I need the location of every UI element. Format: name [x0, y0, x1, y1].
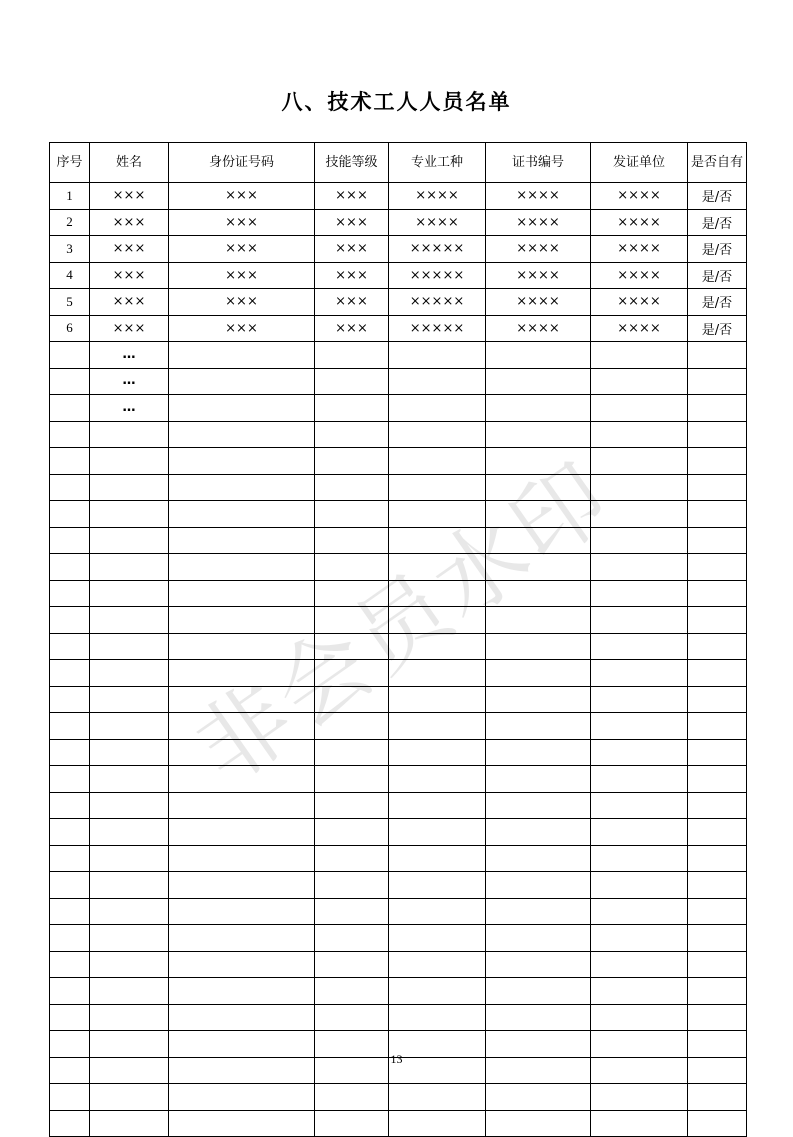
empty-cell	[169, 925, 315, 952]
cell-seq: 3	[50, 236, 90, 263]
empty-cell	[50, 951, 90, 978]
empty-cell	[688, 978, 747, 1005]
empty-cell	[486, 713, 591, 740]
empty-cell	[169, 421, 315, 448]
empty-cell	[591, 1004, 688, 1031]
empty-cell	[486, 421, 591, 448]
table-row-empty	[50, 474, 747, 501]
empty-cell	[389, 421, 486, 448]
table-row-empty	[50, 607, 747, 634]
cell-certificate-number: ××××	[486, 183, 591, 210]
empty-cell	[315, 501, 389, 528]
empty-cell	[389, 845, 486, 872]
empty-cell	[50, 1110, 90, 1137]
table-row-empty	[50, 925, 747, 952]
empty-cell	[486, 739, 591, 766]
empty-cell	[591, 527, 688, 554]
empty-cell	[688, 633, 747, 660]
empty-cell	[90, 554, 169, 581]
header-name: 姓名	[90, 143, 169, 183]
empty-cell	[688, 713, 747, 740]
empty-cell	[315, 792, 389, 819]
empty-cell	[50, 448, 90, 475]
table-row	[50, 183, 747, 210]
empty-cell	[315, 819, 389, 846]
empty-cell	[389, 501, 486, 528]
empty-cell	[50, 739, 90, 766]
empty-cell	[50, 474, 90, 501]
empty-cell	[315, 713, 389, 740]
empty-cell	[486, 766, 591, 793]
empty-cell	[50, 633, 90, 660]
empty-cell	[688, 739, 747, 766]
empty-cell	[169, 660, 315, 687]
empty-cell	[486, 527, 591, 554]
cell-id-number: ×××	[169, 289, 315, 316]
empty-cell	[486, 978, 591, 1005]
page-title: 八、技术工人人员名单	[281, 90, 512, 114]
empty-cell	[688, 660, 747, 687]
empty-cell	[591, 607, 688, 634]
cell-certificate-number: ××××	[486, 236, 591, 263]
empty-cell	[50, 686, 90, 713]
table-row-empty	[50, 686, 747, 713]
empty-cell	[90, 607, 169, 634]
empty-cell	[688, 766, 747, 793]
cell-owned: 是/否	[688, 289, 747, 316]
cell-trade: ××××	[389, 209, 486, 236]
empty-cell	[688, 1110, 747, 1137]
empty-cell	[50, 580, 90, 607]
cell-seq: 2	[50, 209, 90, 236]
empty-cell	[315, 1004, 389, 1031]
empty-cell	[486, 448, 591, 475]
empty-cell	[591, 739, 688, 766]
empty-cell	[688, 448, 747, 475]
table-row-empty	[50, 1110, 747, 1137]
empty-cell	[688, 792, 747, 819]
cell-trade: ××××	[389, 183, 486, 210]
cell-name: ×××	[90, 315, 169, 342]
table-row-empty	[50, 766, 747, 793]
empty-cell	[389, 633, 486, 660]
empty-cell	[50, 421, 90, 448]
empty-cell	[591, 766, 688, 793]
empty-cell	[389, 554, 486, 581]
empty-cell	[389, 713, 486, 740]
empty-cell	[50, 766, 90, 793]
empty-cell	[315, 845, 389, 872]
empty-cell	[169, 633, 315, 660]
empty-cell	[486, 1004, 591, 1031]
table-row	[50, 236, 747, 263]
empty-cell	[486, 951, 591, 978]
empty-cell	[50, 527, 90, 554]
empty-cell	[90, 845, 169, 872]
empty-cell	[688, 474, 747, 501]
ellipsis-mark: …	[90, 395, 169, 422]
header-seq: 序号	[50, 143, 90, 183]
empty-cell	[315, 686, 389, 713]
empty-cell	[591, 898, 688, 925]
cell-id-number: ×××	[169, 209, 315, 236]
empty-cell	[169, 766, 315, 793]
empty-cell	[591, 925, 688, 952]
empty-cell	[486, 660, 591, 687]
empty-cell	[50, 792, 90, 819]
empty-cell	[169, 580, 315, 607]
cell-issuer: ××××	[591, 262, 688, 289]
empty-cell	[169, 845, 315, 872]
cell-owned: 是/否	[688, 236, 747, 263]
empty-cell	[90, 686, 169, 713]
cell-trade: ×××××	[389, 236, 486, 263]
empty-cell	[486, 792, 591, 819]
table-row-empty	[50, 1004, 747, 1031]
empty-cell	[688, 607, 747, 634]
empty-cell	[486, 580, 591, 607]
empty-cell	[486, 554, 591, 581]
empty-cell	[389, 1084, 486, 1111]
empty-cell	[688, 580, 747, 607]
table-row-empty	[50, 898, 747, 925]
empty-cell	[591, 951, 688, 978]
cell-seq: 5	[50, 289, 90, 316]
empty-cell	[50, 607, 90, 634]
empty-cell	[486, 501, 591, 528]
empty-cell	[169, 554, 315, 581]
empty-cell	[486, 607, 591, 634]
table-row-empty	[50, 448, 747, 475]
empty-cell	[389, 951, 486, 978]
cell-skill-level: ×××	[315, 183, 389, 210]
cell-certificate-number: ××××	[486, 262, 591, 289]
empty-cell	[90, 951, 169, 978]
table-row	[50, 289, 747, 316]
empty-cell	[688, 951, 747, 978]
cell-issuer: ××××	[591, 209, 688, 236]
empty-cell	[90, 527, 169, 554]
cell-issuer: ××××	[591, 289, 688, 316]
technical-workers-table	[49, 142, 747, 1137]
empty-cell	[50, 978, 90, 1005]
empty-cell	[90, 766, 169, 793]
table-row	[50, 315, 747, 342]
table-row-empty	[50, 527, 747, 554]
empty-cell	[169, 739, 315, 766]
cell-name: ×××	[90, 209, 169, 236]
empty-cell	[90, 978, 169, 1005]
empty-cell	[591, 845, 688, 872]
header-owned: 是否自有	[688, 143, 747, 183]
empty-cell	[169, 527, 315, 554]
empty-cell	[389, 474, 486, 501]
cell-skill-level: ×××	[315, 289, 389, 316]
empty-cell	[315, 1110, 389, 1137]
empty-cell	[389, 898, 486, 925]
empty-cell	[591, 660, 688, 687]
table-row-empty	[50, 739, 747, 766]
empty-cell	[90, 660, 169, 687]
table-row-empty	[50, 633, 747, 660]
empty-cell	[591, 448, 688, 475]
watermark: 非会员水印	[176, 441, 632, 805]
empty-cell	[591, 633, 688, 660]
table-row-empty	[50, 660, 747, 687]
header-trade: 专业工种	[389, 143, 486, 183]
empty-cell	[486, 474, 591, 501]
table-row-empty	[50, 1084, 747, 1111]
empty-cell	[389, 739, 486, 766]
empty-cell	[315, 951, 389, 978]
empty-cell	[591, 713, 688, 740]
table-row-empty	[50, 501, 747, 528]
empty-cell	[591, 501, 688, 528]
empty-cell	[169, 872, 315, 899]
empty-cell	[90, 1004, 169, 1031]
empty-cell	[169, 951, 315, 978]
empty-cell	[315, 633, 389, 660]
empty-cell	[90, 819, 169, 846]
cell-certificate-number: ××××	[486, 209, 591, 236]
cell-seq: 4	[50, 262, 90, 289]
empty-cell	[50, 898, 90, 925]
empty-cell	[591, 872, 688, 899]
cell-name: ×××	[90, 236, 169, 263]
empty-cell	[315, 872, 389, 899]
empty-cell	[389, 925, 486, 952]
empty-cell	[688, 527, 747, 554]
cell-skill-level: ×××	[315, 262, 389, 289]
cell-skill-level: ×××	[315, 209, 389, 236]
cell-name: ×××	[90, 183, 169, 210]
empty-cell	[591, 580, 688, 607]
empty-cell	[50, 845, 90, 872]
cell-id-number: ×××	[169, 315, 315, 342]
cell-owned: 是/否	[688, 183, 747, 210]
empty-cell	[90, 898, 169, 925]
empty-cell	[50, 713, 90, 740]
empty-cell	[315, 898, 389, 925]
ellipsis-mark: …	[90, 342, 169, 369]
cell-trade: ×××××	[389, 289, 486, 316]
empty-cell	[389, 1004, 486, 1031]
table-row-empty	[50, 554, 747, 581]
empty-cell	[315, 739, 389, 766]
cell-owned: 是/否	[688, 262, 747, 289]
table-row-ellipsis	[50, 368, 747, 395]
table-row-empty	[50, 978, 747, 1005]
cell-id-number: ×××	[169, 236, 315, 263]
empty-cell	[688, 1004, 747, 1031]
empty-cell	[169, 607, 315, 634]
empty-cell	[389, 766, 486, 793]
page-number: 13	[390, 1052, 403, 1066]
empty-cell	[389, 607, 486, 634]
header-skill-level: 技能等级	[315, 143, 389, 183]
cell-skill-level: ×××	[315, 236, 389, 263]
empty-cell	[591, 686, 688, 713]
empty-cell	[389, 580, 486, 607]
empty-cell	[90, 1084, 169, 1111]
empty-cell	[90, 474, 169, 501]
empty-cell	[315, 554, 389, 581]
cell-certificate-number: ××××	[486, 289, 591, 316]
empty-cell	[591, 1084, 688, 1111]
table-row	[50, 262, 747, 289]
empty-cell	[591, 978, 688, 1005]
cell-trade: ×××××	[389, 315, 486, 342]
empty-cell	[169, 686, 315, 713]
empty-cell	[486, 925, 591, 952]
empty-cell	[315, 421, 389, 448]
ellipsis-mark: …	[90, 368, 169, 395]
empty-cell	[50, 1084, 90, 1111]
table-row-ellipsis	[50, 342, 747, 369]
empty-cell	[315, 474, 389, 501]
header-id-number: 身份证号码	[169, 143, 315, 183]
empty-cell	[90, 580, 169, 607]
empty-cell	[50, 1004, 90, 1031]
empty-cell	[591, 474, 688, 501]
empty-cell	[90, 633, 169, 660]
empty-cell	[389, 1110, 486, 1137]
empty-cell	[90, 739, 169, 766]
empty-cell	[315, 527, 389, 554]
empty-cell	[169, 819, 315, 846]
empty-cell	[169, 1004, 315, 1031]
empty-cell	[389, 819, 486, 846]
cell-owned: 是/否	[688, 209, 747, 236]
empty-cell	[591, 421, 688, 448]
table-row-empty	[50, 792, 747, 819]
empty-cell	[688, 872, 747, 899]
empty-cell	[169, 792, 315, 819]
empty-cell	[389, 660, 486, 687]
empty-cell	[169, 448, 315, 475]
empty-cell	[169, 474, 315, 501]
cell-issuer: ××××	[591, 315, 688, 342]
cell-name: ×××	[90, 289, 169, 316]
empty-cell	[315, 766, 389, 793]
cell-id-number: ×××	[169, 262, 315, 289]
empty-cell	[90, 713, 169, 740]
empty-cell	[315, 1084, 389, 1111]
empty-cell	[315, 978, 389, 1005]
empty-cell	[486, 872, 591, 899]
table-body	[50, 183, 747, 1137]
cell-issuer: ××××	[591, 236, 688, 263]
empty-cell	[591, 554, 688, 581]
cell-certificate-number: ××××	[486, 315, 591, 342]
empty-cell	[688, 845, 747, 872]
empty-cell	[50, 819, 90, 846]
empty-cell	[90, 501, 169, 528]
empty-cell	[486, 1110, 591, 1137]
empty-cell	[688, 925, 747, 952]
empty-cell	[315, 580, 389, 607]
cell-name: ×××	[90, 262, 169, 289]
cell-seq: 1	[50, 183, 90, 210]
empty-cell	[169, 978, 315, 1005]
empty-cell	[169, 713, 315, 740]
empty-cell	[169, 898, 315, 925]
empty-cell	[688, 421, 747, 448]
cell-id-number: ×××	[169, 183, 315, 210]
empty-cell	[486, 845, 591, 872]
cell-seq: 6	[50, 315, 90, 342]
empty-cell	[169, 1084, 315, 1111]
table-row-empty	[50, 713, 747, 740]
empty-cell	[90, 872, 169, 899]
empty-cell	[389, 527, 486, 554]
cell-issuer: ××××	[591, 183, 688, 210]
table-row-empty	[50, 951, 747, 978]
empty-cell	[486, 1084, 591, 1111]
table-row-empty	[50, 845, 747, 872]
empty-cell	[486, 633, 591, 660]
empty-cell	[50, 872, 90, 899]
header-issuer: 发证单位	[591, 143, 688, 183]
empty-cell	[90, 1110, 169, 1137]
empty-cell	[389, 448, 486, 475]
empty-cell	[315, 448, 389, 475]
table-row-empty	[50, 872, 747, 899]
empty-cell	[486, 686, 591, 713]
table-row-empty	[50, 580, 747, 607]
empty-cell	[591, 1110, 688, 1137]
empty-cell	[315, 607, 389, 634]
empty-cell	[389, 978, 486, 1005]
empty-cell	[90, 792, 169, 819]
table-row-empty	[50, 819, 747, 846]
header-certificate-number: 证书编号	[486, 143, 591, 183]
cell-owned: 是/否	[688, 315, 747, 342]
empty-cell	[90, 421, 169, 448]
empty-cell	[389, 686, 486, 713]
empty-cell	[688, 686, 747, 713]
empty-cell	[688, 898, 747, 925]
empty-cell	[169, 501, 315, 528]
empty-cell	[591, 792, 688, 819]
table-header-row	[50, 143, 747, 183]
empty-cell	[90, 925, 169, 952]
empty-cell	[50, 554, 90, 581]
empty-cell	[591, 819, 688, 846]
empty-cell	[486, 898, 591, 925]
empty-cell	[688, 819, 747, 846]
empty-cell	[50, 501, 90, 528]
empty-cell	[50, 660, 90, 687]
table-row-empty	[50, 421, 747, 448]
empty-cell	[688, 501, 747, 528]
table-row-ellipsis	[50, 395, 747, 422]
empty-cell	[389, 872, 486, 899]
table-row	[50, 209, 747, 236]
empty-cell	[50, 925, 90, 952]
empty-cell	[315, 925, 389, 952]
empty-cell	[169, 1110, 315, 1137]
empty-cell	[486, 819, 591, 846]
empty-cell	[315, 660, 389, 687]
cell-skill-level: ×××	[315, 315, 389, 342]
empty-cell	[688, 1084, 747, 1111]
empty-cell	[90, 448, 169, 475]
cell-trade: ×××××	[389, 262, 486, 289]
empty-cell	[688, 554, 747, 581]
empty-cell	[389, 792, 486, 819]
